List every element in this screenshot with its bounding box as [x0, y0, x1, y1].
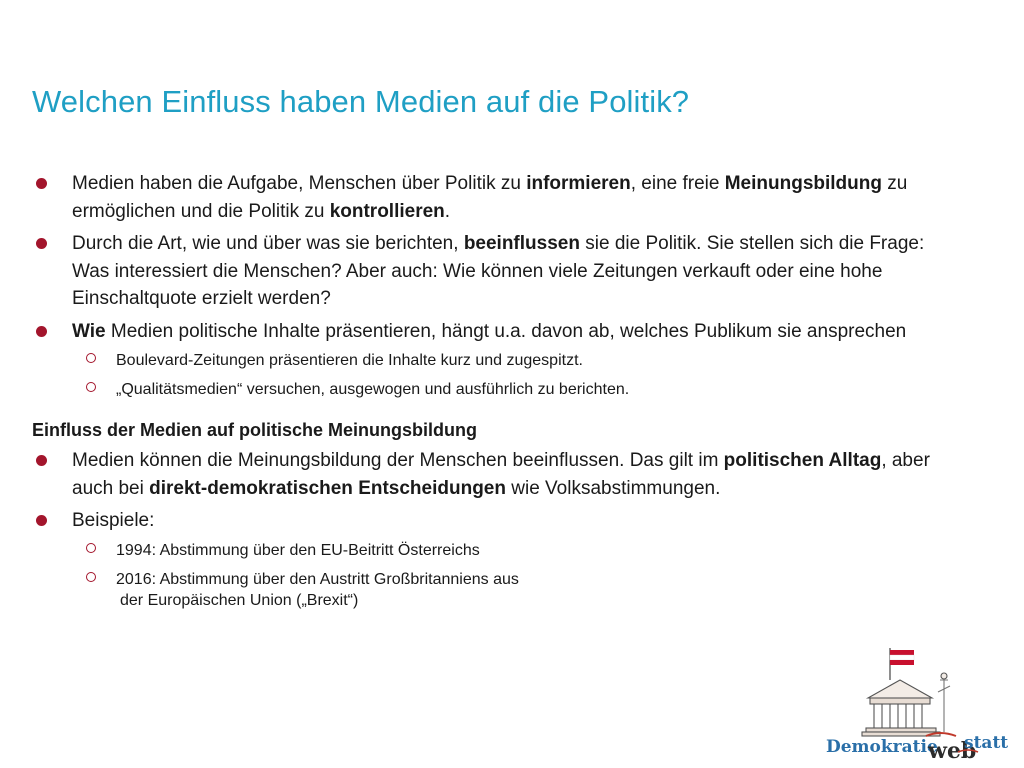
bullet-item: Wie Medien politische Inhalte präsentieren, hängt u.a. davon ab, welches Publikum sie ansprechen: [32, 318, 932, 346]
logo-text-demokratie: Demokratie: [826, 737, 938, 757]
sub-bullet-ring-icon: [86, 572, 96, 582]
bullet-dot-icon: [36, 326, 47, 337]
bullet-dot-icon: [36, 515, 47, 526]
sub-bullet-item: 2016: Abstimmung über den Austritt Großbritanniens aus der Europäischen Union („Brexit“): [32, 569, 932, 611]
logo-text-web: web: [928, 738, 977, 760]
parliament-building-icon: [862, 673, 950, 736]
bullet-dot-icon: [36, 238, 47, 249]
section-heading: Einfluss der Medien auf politische Meinungsbildung: [32, 420, 478, 440]
bullet-list-influence: [32, 447, 932, 611]
sub-bullet-ring-icon: [86, 353, 96, 363]
slide-title: Welchen Einfluss haben Medien auf die Politik?: [32, 84, 690, 119]
bullet-dot-icon: [36, 178, 47, 189]
bullet-dot-icon: [36, 455, 47, 466]
austria-flag-icon: [890, 648, 914, 680]
slide-content: [32, 170, 932, 619]
sub-bullet-ring-icon: [86, 382, 96, 392]
logo-text-statt: statt: [964, 733, 1008, 753]
bullet-item: Medien haben die Aufgabe, Menschen über Politik zu informieren, eine freie Meinungsbildung zu ermöglichen und die Politik zu kontrollieren.: [32, 170, 932, 225]
bullet-item: Durch die Art, wie und über was sie berichten, beeinflussen sie die Politik. Sie stellen sich die Frage: Was interessiert die Menschen? Aber auch: Wie können viele Zeitungen verkauft oder eine hohe Einschaltquote erzielt werden?: [32, 230, 932, 313]
bullet-item: Medien können die Meinungsbildung der Menschen beeinflussen. Das gilt im politischen Alltag, aber auch bei direkt-demokratischen Entscheidungen wie Volksabstimmungen.: [32, 447, 932, 502]
sub-bullet-item: Boulevard-Zeitungen präsentieren die Inhalte kurz und zugespitzt.: [32, 350, 932, 371]
sub-bullet-item: „Qualitätsmedien“ versuchen, ausgewogen und ausführlich zu berichten.: [32, 379, 932, 400]
sub-bullet-item: 1994: Abstimmung über den EU-Beitritt Österreichs: [32, 540, 932, 561]
demokratiewebstatt-logo: [818, 640, 1008, 760]
bullet-list-main: [32, 170, 932, 400]
bullet-item: Beispiele:: [32, 507, 932, 535]
sub-bullet-ring-icon: [86, 543, 96, 553]
